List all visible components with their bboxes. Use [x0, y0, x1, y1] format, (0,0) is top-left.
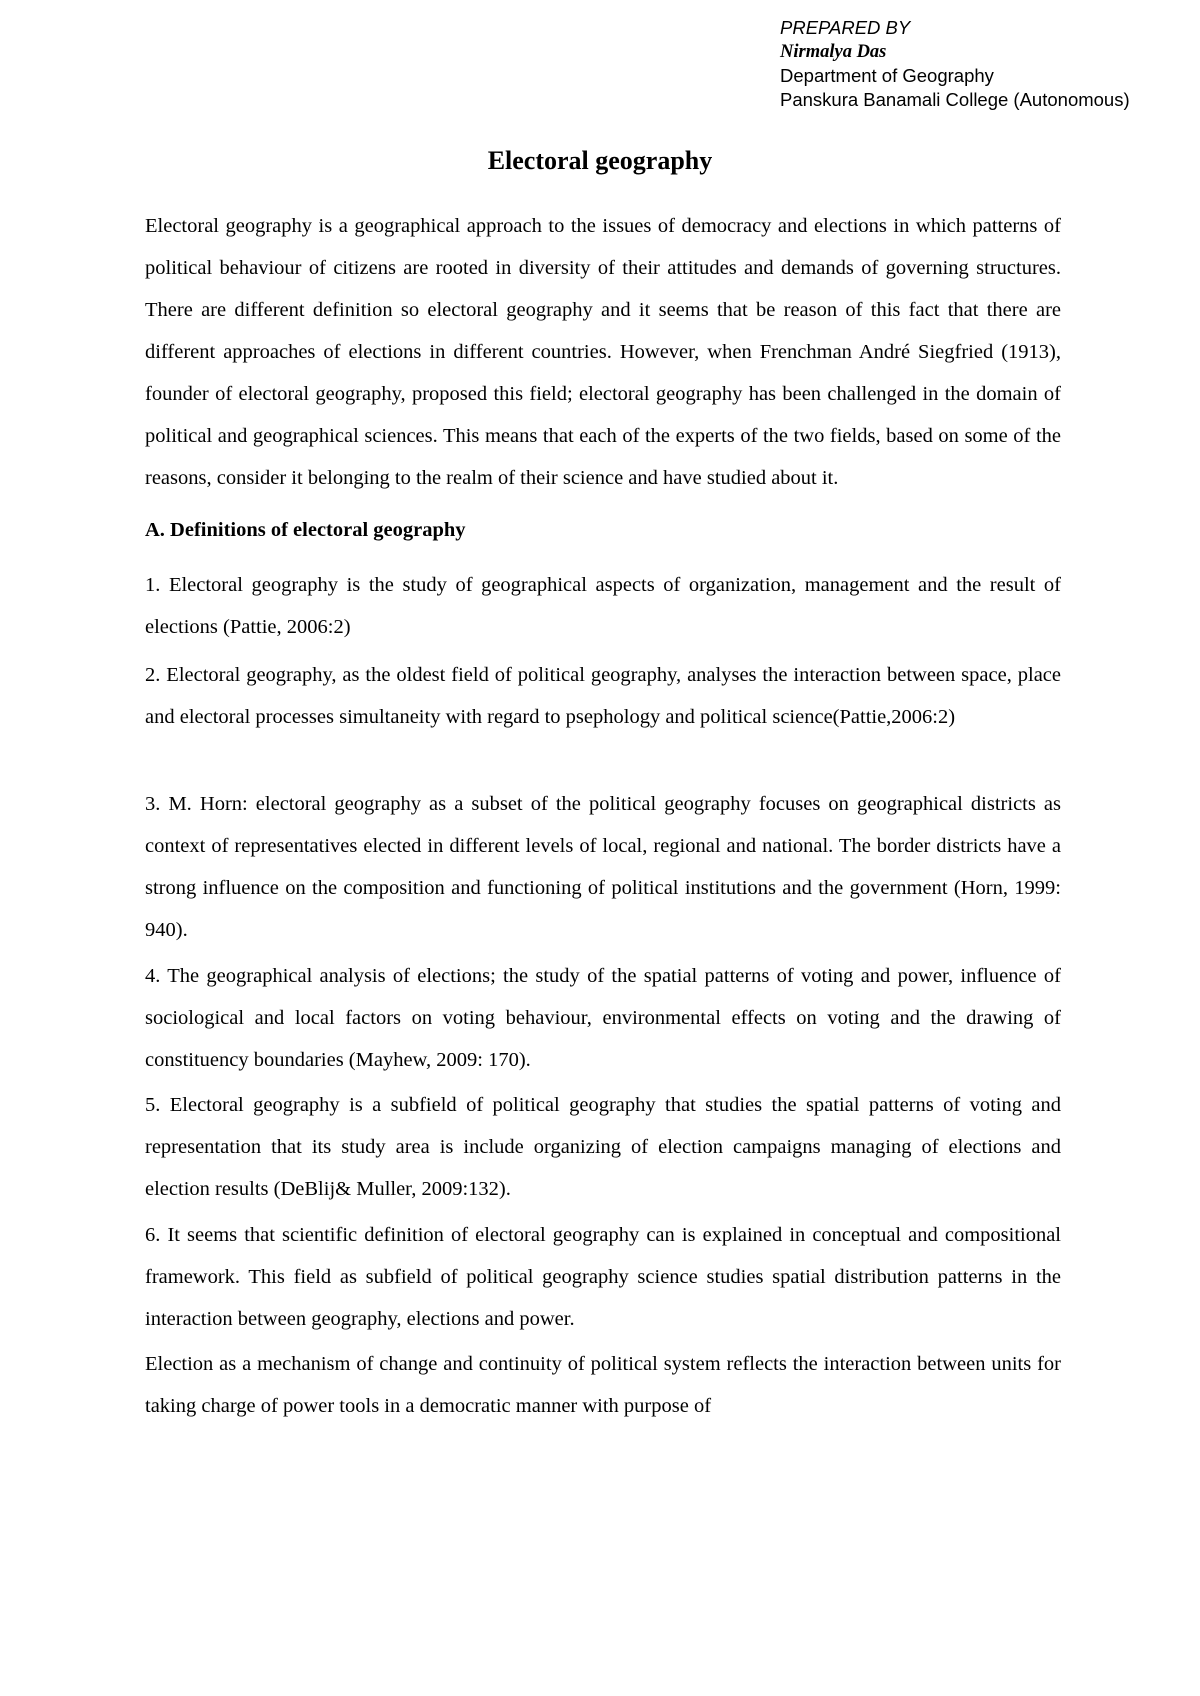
intro-paragraph: Electoral geography is a geographical approach to the issues of democracy and elections in which patterns of political behaviour of citizens are rooted in diversity of their attitudes and demands of governing structures. There are different definition so electoral geography and it seems that be reason of this fact that there are different approaches of elections in different countries. However, when Frenchman André Siegfried (1913), founder of electoral geography, proposed this field; electoral geography has been challenged in the domain of political and geographical sciences. This means that each of the experts of the two fields, based on some of the reasons, consider it belonging to the realm of their science and have studied about it. [145, 215, 1061, 489]
page-title: Electoral geography [487, 146, 713, 175]
definition-6: 6. It seems that scientific definition of electoral geography can is explained in conceptual and compositional framework. This field as subfield of political geography science studies spatial distribution patterns in the interaction between geography, elections and power. [145, 1224, 1061, 1330]
definition-1: 1. Electoral geography is the study of geographical aspects of organization, management and the result of elections (Pattie, 2006:2) [145, 574, 1061, 638]
prepared-by-block [780, 16, 1180, 112]
prepared-by-label: PREPARED BY [780, 17, 911, 38]
department-name: Department of Geography [780, 65, 994, 86]
closing-paragraph: Election as a mechanism of change and continuity of political system reflects the interaction between units for taking charge of power tools in a democratic manner with purpose of [145, 1353, 1061, 1417]
definition-3: 3. M. Horn: electoral geography as a subset of the political geography focuses on geographical districts as context of representatives elected in different levels of local, regional and national. The border districts have a strong influence on the composition and functioning of political institutions and the government (Horn, 1999: 940). [145, 793, 1061, 941]
college-name: Panskura Banamali College (Autonomous) [780, 89, 1130, 110]
definition-4: 4. The geographical analysis of elections; the study of the spatial patterns of voting and power, influence of sociological and local factors on voting behaviour, environmental effects on voting and the drawing of constituency boundaries (Mayhew, 2009: 170). [145, 965, 1061, 1071]
author-name: Nirmalya Das [780, 42, 887, 62]
definition-5: 5. Electoral geography is a subfield of political geography that studies the spatial patterns of voting and representation that its study area is include organizing of election campaigns managing of elections and election results (DeBlij& Muller, 2009:132). [145, 1094, 1061, 1200]
section-heading: A. Definitions of electoral geography [145, 519, 466, 541]
definition-2: 2. Electoral geography, as the oldest field of political geography, analyses the interaction between space, place and electoral processes simultaneity with regard to psephology and political science(Pattie,2006:2) [145, 664, 1061, 728]
